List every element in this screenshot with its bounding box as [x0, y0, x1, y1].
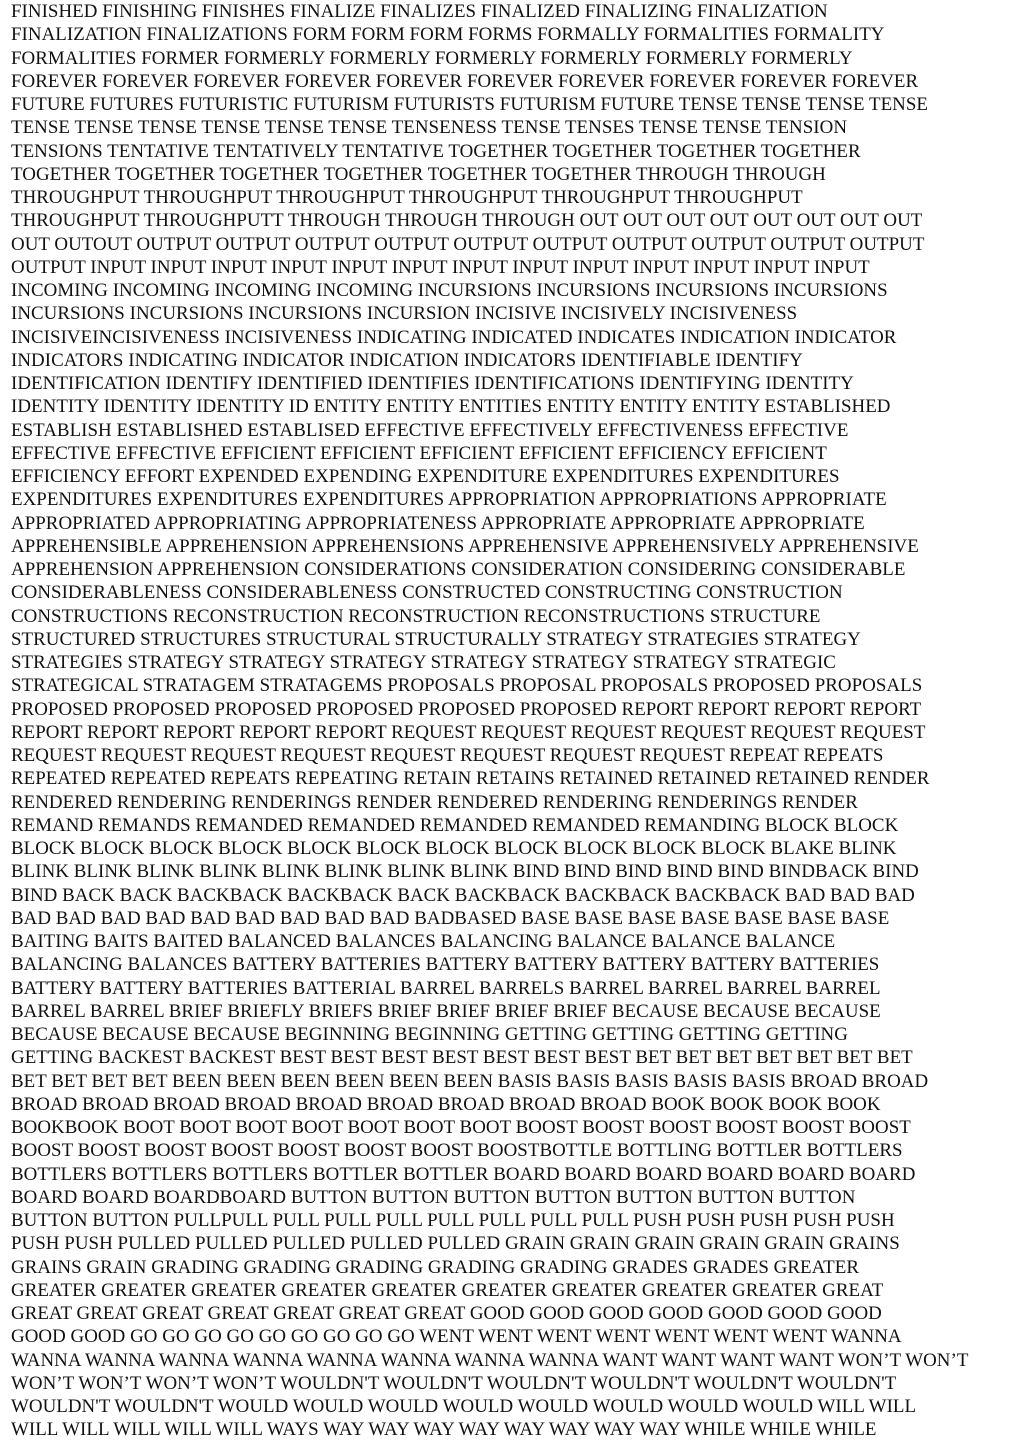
text-line: STRUCTURED STRUCTURES STRUCTURAL STRUCTURALLY STRATEGY STRATEGIES STRATEGY: [11, 628, 861, 650]
text-line: BIND BACK BACK BACKBACK BACKBACK BACK BACKBACK BACKBACK BACKBACK BAD BAD BAD: [11, 884, 915, 906]
text-line: TENSIONS TENTATIVE TENTATIVELY TENTATIVE TOGETHER TOGETHER TOGETHER TOGETHER: [11, 140, 861, 162]
text-line: BLINK BLINK BLINK BLINK BLINK BLINK BLINK BLINK BIND BIND BIND BIND BIND BINDBACK BIND: [11, 861, 919, 883]
text-line: FOREVER FOREVER FOREVER FOREVER FOREVER FOREVER FOREVER FOREVER FOREVER FOREVER: [11, 70, 919, 92]
text-line: GRAINS GRAIN GRADING GRADING GRADING GRADING GRADING GRADES GRADES GREATER: [11, 1256, 860, 1278]
text-line: INCOMING INCOMING INCOMING INCOMING INCURSIONS INCURSIONS INCURSIONS INCURSIONS: [11, 280, 888, 301]
text-line: REPEATED REPEATED REPEATS REPEATING RETAIN RETAINS RETAINED RETAINED RETAINED RENDER: [11, 768, 930, 790]
text-line: BAD BAD BAD BAD BAD BAD BAD BAD BAD BADBASED BASE BASE BASE BASE BASE BASE BASE: [11, 907, 890, 929]
text-line: RENDERED RENDERING RENDERINGS RENDER RENDERED RENDERING RENDERINGS RENDER: [11, 791, 858, 813]
text-line: IDENTITY IDENTITY IDENTITY ID ENTITY ENTITY ENTITIES ENTITY ENTITY ENTITY ESTABLISHED: [11, 396, 891, 418]
text-line: CONSTRUCTIONS RECONSTRUCTION RECONSTRUCTION RECONSTRUCTIONS STRUCTURE: [11, 605, 821, 627]
text-line: INCISIVEINCISIVENESS INCISIVENESS INDICATING INDICATED INDICATES INDICATION INDICATOR: [11, 326, 897, 348]
text-line: IDENTIFICATION IDENTIFY IDENTIFIED IDENTIFIES IDENTIFICATIONS IDENTIFYING IDENTITY: [11, 373, 854, 394]
text-line: THROUGHPUT THROUGHPUTT THROUGH THROUGH THROUGH OUT OUT OUT OUT OUT OUT OUT OUT: [11, 210, 923, 232]
text-line: WILL WILL WILL WILL WILL WAYS WAY WAY WAY WAY WAY WAY WAY WAY WHILE WHILE WHILE: [11, 1419, 877, 1441]
text-line: BARREL BARREL BRIEF BRIEFLY BRIEFS BRIEF BRIEF BRIEF BRIEF BECAUSE BECAUSE BECAUSE: [11, 1000, 881, 1022]
text-line: BUTTON BUTTON PULLPULL PULL PULL PULL PULL PULL PULL PULL PUSH PUSH PUSH PUSH PUSH: [11, 1210, 895, 1231]
text-line: EXPENDITURES EXPENDITURES EXPENDITURES APPROPRIATION APPROPRIATIONS APPROPRIATE: [11, 489, 887, 511]
text-line: BATTERY BATTERY BATTERIES BATTERIAL BARREL BARRELS BARREL BARREL BARREL BARREL: [11, 977, 881, 999]
text-line: GREATER GREATER GREATER GREATER GREATER GREATER GREATER GREATER GREATER GREAT: [11, 1279, 884, 1301]
text-line: FUTURE FUTURES FUTURISTIC FUTURISM FUTURISTS FUTURISM FUTURE TENSE TENSE TENSE TENSE: [11, 94, 929, 115]
text-line: STRATEGIES STRATEGY STRATEGY STRATEGY STRATEGY STRATEGY STRATEGY STRATEGIC: [11, 652, 836, 673]
text-line: OUT OUTOUT OUTPUT OUTPUT OUTPUT OUTPUT OUTPUT OUTPUT OUTPUT OUTPUT OUTPUT OUTPUT: [11, 233, 925, 255]
text-line: BECAUSE BECAUSE BECAUSE BEGINNING BEGINNING GETTING GETTING GETTING GETTING: [11, 1024, 848, 1045]
text-line: EFFICIENCY EFFORT EXPENDED EXPENDING EXPENDITURE EXPENDITURES EXPENDITURES: [11, 466, 840, 487]
text-line: APPREHENSIBLE APPREHENSION APPREHENSIONS APPREHENSIVE APPREHENSIVELY APPREHENSIVE: [11, 535, 919, 557]
text-line: GETTING BACKEST BACKEST BEST BEST BEST BEST BEST BEST BEST BET BET BET BET BET BET BET: [11, 1047, 913, 1069]
text-line: THROUGHPUT THROUGHPUT THROUGHPUT THROUGHPUT THROUGHPUT THROUGHPUT: [11, 187, 803, 208]
text-line: CONSIDERABLENESS CONSIDERABLENESS CONSTRUCTED CONSTRUCTING CONSTRUCTION: [11, 582, 843, 604]
text-line: APPROPRIATED APPROPRIATING APPROPRIATENESS APPROPRIATE APPROPRIATE APPROPRIATE: [11, 512, 865, 534]
text-line: WANNA WANNA WANNA WANNA WANNA WANNA WANNA WANNA WANT WANT WANT WANT WON’T WON’T: [11, 1349, 969, 1371]
text-line: PUSH PUSH PULLED PULLED PULLED PULLED PULLED GRAIN GRAIN GRAIN GRAIN GRAIN GRAINS: [11, 1233, 900, 1255]
text-line: GOOD GOOD GO GO GO GO GO GO GO GO GO WENT WENT WENT WENT WENT WENT WENT WANNA: [11, 1326, 902, 1348]
text-line: INDICATORS INDICATING INDICATOR INDICATION INDICATORS IDENTIFIABLE IDENTIFY: [11, 349, 803, 371]
text-line: BLOCK BLOCK BLOCK BLOCK BLOCK BLOCK BLOCK BLOCK BLOCK BLOCK BLOCK BLAKE BLINK: [11, 838, 897, 859]
text-line: BOOKBOOK BOOT BOOT BOOT BOOT BOOT BOOT BOOT BOOST BOOST BOOST BOOST BOOST BOOST: [11, 1117, 911, 1138]
text-line: EFFECTIVE EFFECTIVE EFFICIENT EFFICIENT EFFICIENT EFFICIENT EFFICIENCY EFFICIENT: [11, 442, 827, 464]
text-line: OUTPUT INPUT INPUT INPUT INPUT INPUT INPUT INPUT INPUT INPUT INPUT INPUT INPUT INPUT: [11, 256, 870, 278]
text-line: BAITING BAITS BAITED BALANCED BALANCES BALANCING BALANCE BALANCE BALANCE: [11, 931, 836, 952]
text-line: BET BET BET BET BEEN BEEN BEEN BEEN BEEN BEEN BASIS BASIS BASIS BASIS BASIS BROAD BROAD: [11, 1070, 929, 1092]
text-line: BOARD BOARD BOARDBOARD BUTTON BUTTON BUTTON BUTTON BUTTON BUTTON BUTTON: [11, 1186, 856, 1208]
text-line: FINISHED FINISHING FINISHES FINALIZE FINALIZES FINALIZED FINALIZING FINALIZATION: [11, 1, 828, 22]
text-line: PROPOSED PROPOSED PROPOSED PROPOSED PROPOSED PROPOSED REPORT REPORT REPORT REPORT: [11, 698, 922, 720]
text-line: WOULDN'T WOULDN'T WOULD WOULD WOULD WOULD WOULD WOULD WOULD WOULD WILL WILL: [11, 1396, 917, 1417]
text-line: BOOST BOOST BOOST BOOST BOOST BOOST BOOST BOOSTBOTTLE BOTTLING BOTTLER BOTTLERS: [11, 1140, 903, 1162]
text-line: WON’T WON’T WON’T WON’T WOULDN'T WOULDN'T WOULDN'T WOULDN'T WOULDN'T WOULDN'T: [11, 1372, 897, 1394]
text-line: REPORT REPORT REPORT REPORT REPORT REQUEST REQUEST REQUEST REQUEST REQUEST REQUEST: [11, 721, 926, 743]
text-line: REMAND REMANDS REMANDED REMANDED REMANDED REMANDED REMANDING BLOCK BLOCK: [11, 814, 899, 836]
text-line: BOTTLERS BOTTLERS BOTTLERS BOTTLER BOTTLER BOARD BOARD BOARD BOARD BOARD BOARD: [11, 1163, 916, 1185]
text-line: INCURSIONS INCURSIONS INCURSIONS INCURSION INCISIVE INCISIVELY INCISIVENESS: [11, 303, 798, 325]
text-line: BALANCING BALANCES BATTERY BATTERIES BATTERY BATTERY BATTERY BATTERY BATTERIES: [11, 954, 880, 976]
text-line: BROAD BROAD BROAD BROAD BROAD BROAD BROAD BROAD BROAD BOOK BOOK BOOK BOOK: [11, 1093, 881, 1115]
text-line: APPREHENSION APPREHENSION CONSIDERATIONS CONSIDERATION CONSIDERING CONSIDERABLE: [11, 559, 906, 580]
text-line: FORMALITIES FORMER FORMERLY FORMERLY FORMERLY FORMERLY FORMERLY FORMERLY: [11, 47, 853, 69]
text-line: TOGETHER TOGETHER TOGETHER TOGETHER TOGETHER TOGETHER THROUGH THROUGH: [11, 163, 826, 185]
text-line: STRATEGICAL STRATAGEM STRATAGEMS PROPOSALS PROPOSAL PROPOSALS PROPOSED PROPOSALS: [11, 675, 923, 697]
text-line: FINALIZATION FINALIZATIONS FORM FORM FORM FORMS FORMALLY FORMALITIES FORMALITY: [11, 24, 885, 46]
text-line: REQUEST REQUEST REQUEST REQUEST REQUEST REQUEST REQUEST REQUEST REPEAT REPEATS: [11, 745, 884, 766]
text-line: TENSE TENSE TENSE TENSE TENSE TENSE TENSENESS TENSE TENSES TENSE TENSE TENSION: [11, 117, 848, 139]
text-line: GREAT GREAT GREAT GREAT GREAT GREAT GREAT GOOD GOOD GOOD GOOD GOOD GOOD GOOD: [11, 1303, 882, 1324]
text-line: ESTABLISH ESTABLISHED ESTABLISED EFFECTIVE EFFECTIVELY EFFECTIVENESS EFFECTIVE: [11, 419, 849, 441]
